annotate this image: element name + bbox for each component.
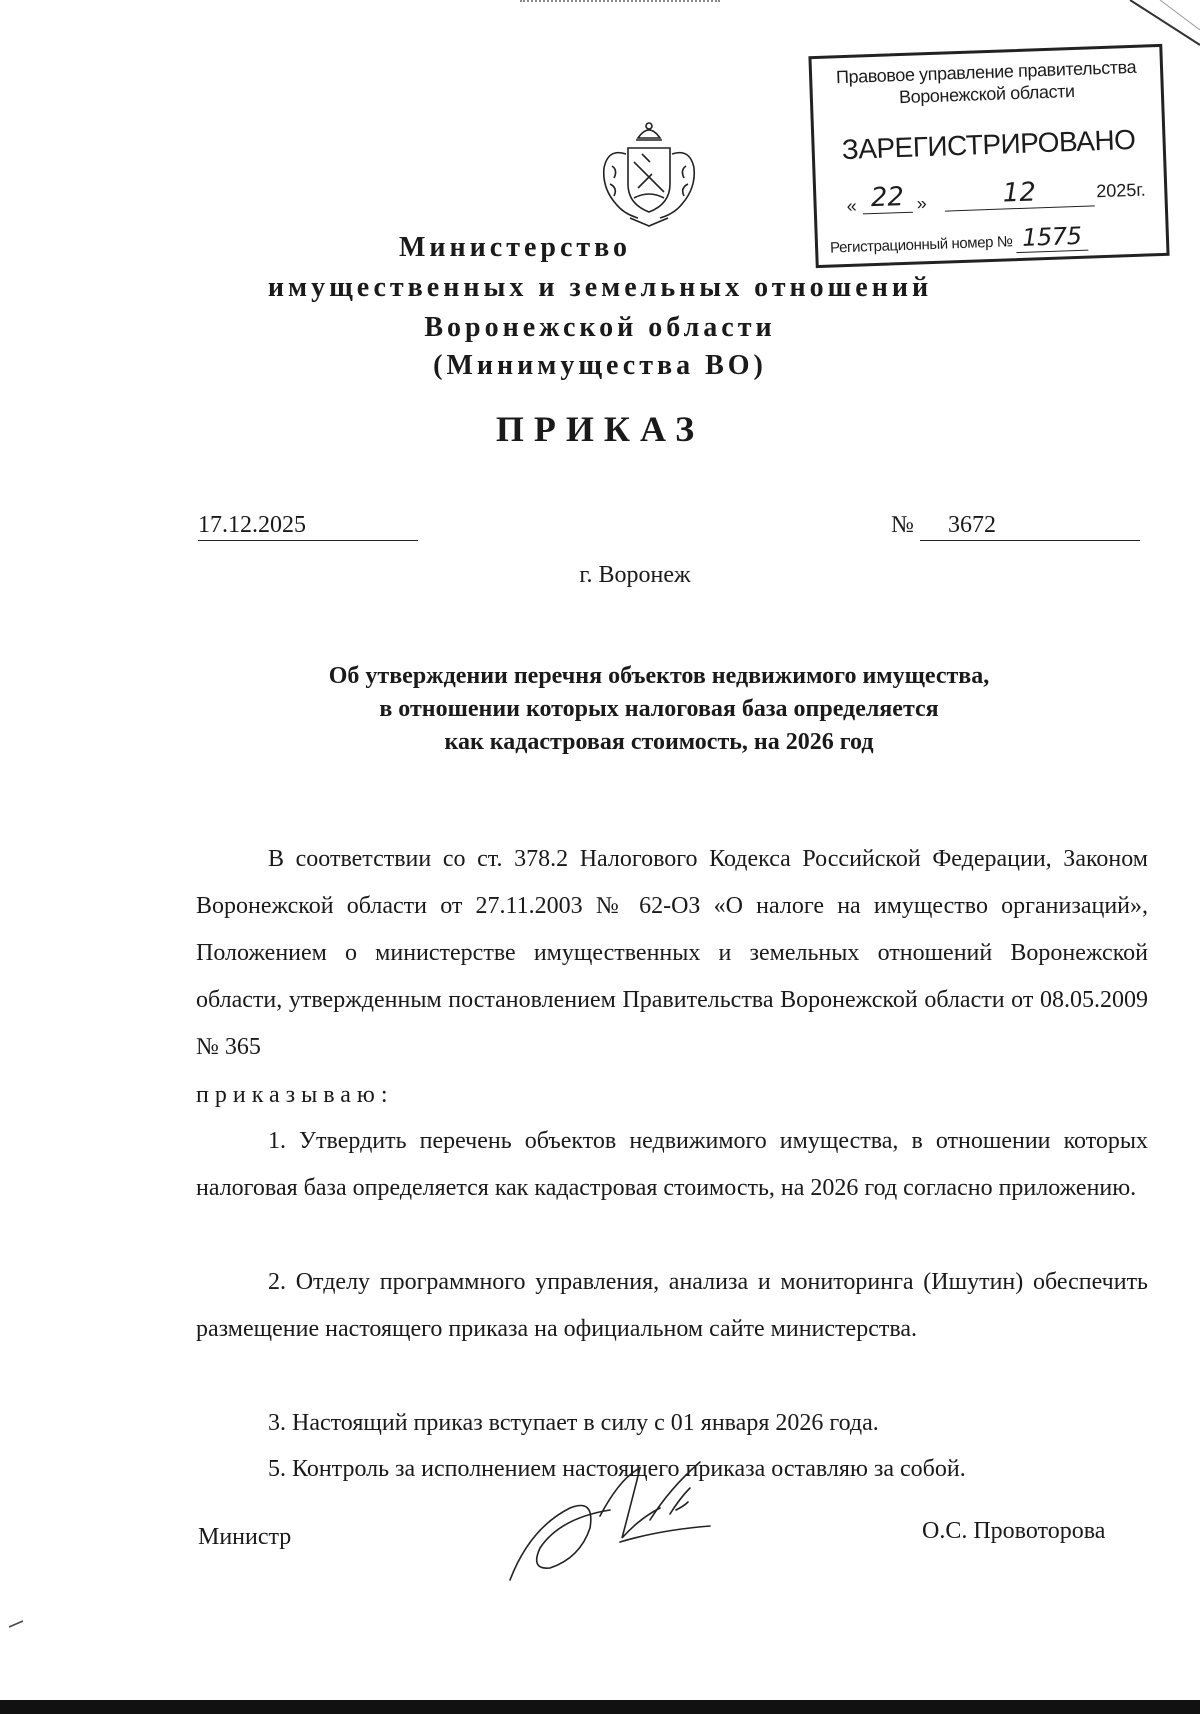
ministry-name-line3: Воронежской области [424,312,776,343]
signer-name: О.С. Провоторова [922,1518,1106,1544]
ministry-short-name: (Минимущества ВО) [433,350,767,381]
scan-artifact-bottom-edge [0,1700,1200,1714]
body-item-3: 3. Настоящий приказ вступает в силу с 01 января 2026 года. [268,1410,879,1436]
stamp-date-day: 22 [862,182,913,215]
scan-artifact-top [520,0,720,6]
body-item-1: 1. Утвердить перечень объектов недвижимого имущества, в отношении которых налоговая база определяется как кадастровая стоимость, на 2026 год согласно приложению. [196,1128,1148,1201]
scan-artifact-mark [8,1620,24,1628]
document-title: ПРИКАЗ [495,409,705,449]
stamp-date: « 22 » 12 2025г. [846,174,1147,218]
stamp-date-month: 12 [944,175,1095,211]
order-date: 17.12.2025 [198,510,418,541]
order-city: г. Воронеж [579,562,691,588]
handwritten-signature [500,1458,740,1588]
stamp-reg-label: Регистрационный номер № [829,233,1013,257]
body-item-2: 2. Отделу программного управления, анализа и мониторинга (Ишутин) обеспечить размещение настоящего приказа на официальном сайте министерства. [196,1269,1148,1342]
body-item-5: 5. Контроль за исполнением настоящего приказа оставляю за собой. [268,1456,966,1482]
coat-of-arms-icon [594,118,704,230]
order-number-sign: № [891,512,914,538]
body-preamble: В соответствии со ст. 378.2 Налогового Кодекса Российской Федерации, Законом Воронежской области от 27.11.2003 № 62-ОЗ «О налоге на имущество организаций», Положением о министерстве имущественных и земельных отношений Воронежской области, утвержденным постановлением Правительства Воронежской области от 08.05.2009 № 365 [196,846,1148,1060]
order-subject: Об утверждении перечня объектов недвижимого имущества, в отношении которых налоговая база определяется как кадастровая стоимость, на 2026 год [328,663,990,755]
order-number: 3672 [920,510,1140,541]
stamp-date-year: 2025г. [1095,179,1147,202]
ministry-name-line2: имущественных и земельных отношений [267,272,933,303]
stamp-status: ЗАРЕГИСТРИРОВАНО [841,123,1136,166]
ministry-name-line1: Министерство [398,232,632,263]
body-order-word: приказываю: [196,1082,394,1108]
stamp-reg-number: 1575 [1016,222,1088,253]
signer-title: Министр [198,1524,292,1550]
stamp-organization: Правовое управление правительства Воронежской области [835,56,1137,108]
